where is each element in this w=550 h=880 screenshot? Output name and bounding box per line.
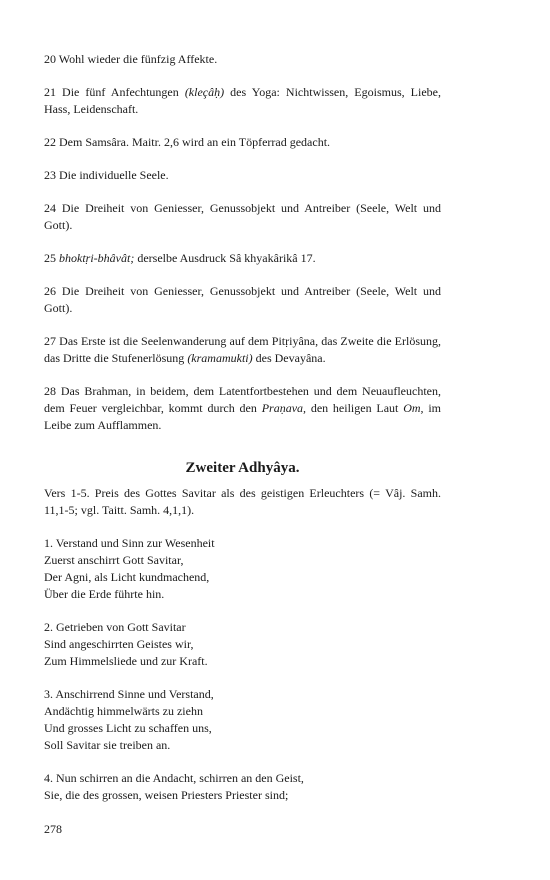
footnote-text: 25 [44, 251, 59, 265]
verse-line: 4. Nun schirren an die Andacht, schirren an den Geist, [44, 771, 304, 785]
verse-line: Zuerst anschirrt Gott Savitar, [44, 553, 184, 567]
footnote-text: 28 Das Brahman, in beidem, dem Latentfortbestehen und dem Neuaufleuchten, dem Feuer vergleichbar, kommt durch den [44, 384, 441, 415]
footnote-text: 27 Das Erste ist die Seelenwanderung auf dem Pitṛiyâna, das Zweite die Erlösung, das Dritte die Stufenerlösung [44, 334, 441, 365]
verse-line: Soll Savitar sie treiben an. [44, 738, 171, 752]
stanza [44, 686, 441, 754]
footnotes [44, 51, 441, 434]
chapter-heading: Zweiter Adhyâya. [185, 460, 300, 476]
verse-line: 1. Verstand und Sinn zur Wesenheit [44, 536, 215, 550]
footnote [44, 167, 441, 184]
footnote [44, 200, 441, 234]
footnote-text: derselbe Ausdruck Sâ khyakârikâ 17. [134, 251, 316, 265]
footnote [44, 383, 441, 434]
footnote-italic-term: bhoktṛi-bhâvât; [59, 251, 135, 265]
verse-line: Über die Erde führte hin. [44, 587, 165, 601]
footnote-italic-term: Praṇava, [261, 401, 307, 415]
footnote-text: 23 Die individuelle Seele. [44, 168, 169, 182]
verse-line: Und grosses Licht zu schaffen uns, [44, 721, 212, 735]
verse-line: 3. Anschirrend Sinne und Verstand, [44, 687, 214, 701]
stanza [44, 535, 441, 603]
footnote-italic-term: (kramamukti) [187, 351, 253, 365]
footnote-italic-term: Om, [403, 401, 424, 415]
footnote-text: 22 Dem Samsâra. Maitr. 2,6 wird an ein Töpferrad gedacht. [44, 135, 331, 149]
footnote-text: 24 Die Dreiheit von Geniesser, Genussobjekt und Antreiber (Seele, Welt und Gott). [44, 201, 441, 232]
verses [44, 535, 441, 804]
stanza [44, 770, 441, 804]
footnote [44, 333, 441, 367]
footnote-text: den heiligen Laut [306, 401, 404, 415]
page-number: 278 [44, 822, 62, 836]
footnote [44, 283, 441, 317]
footnote [44, 134, 441, 151]
footnote-text: 26 Die Dreiheit von Geniesser, Genussobjekt und Antreiber (Seele, Welt und Gott). [44, 284, 441, 315]
verse-line: Zum Himmelsliede und zur Kraft. [44, 654, 208, 668]
page-content [44, 51, 441, 820]
verse-line: 2. Getrieben von Gott Savitar [44, 620, 186, 634]
chapter-intro: Vers 1-5. Preis des Gottes Savitar als des geistigen Erleuchters (= Vâj. Samh. 11,1-5; vgl. Taitt. Samh. 4,1,1). [44, 486, 441, 517]
footnote-text: im Leibe zum Aufflammen. [44, 401, 441, 432]
footnote [44, 51, 441, 68]
footnote [44, 84, 441, 118]
footnote-italic-term: (kleçâḥ) [184, 85, 225, 99]
verse-line: Sie, die des grossen, weisen Priesters Priester sind; [44, 788, 289, 802]
footnote-text: des Yoga: Nichtwissen, Egoismus, Liebe, Hass, Leidenschaft. [44, 85, 441, 116]
verse-line: Der Agni, als Licht kundmachend, [44, 570, 210, 584]
footnote-text: des Devayâna. [252, 351, 326, 365]
verse-line: Andächtig himmelwärts zu ziehn [44, 704, 203, 718]
verse-line: Sind angeschirrten Geistes wir, [44, 637, 194, 651]
footnote [44, 250, 441, 267]
stanza [44, 619, 441, 670]
footnote-text: 21 Die fünf Anfechtungen [44, 85, 185, 99]
footnote-text: 20 Wohl wieder die fünfzig Affekte. [44, 52, 218, 66]
